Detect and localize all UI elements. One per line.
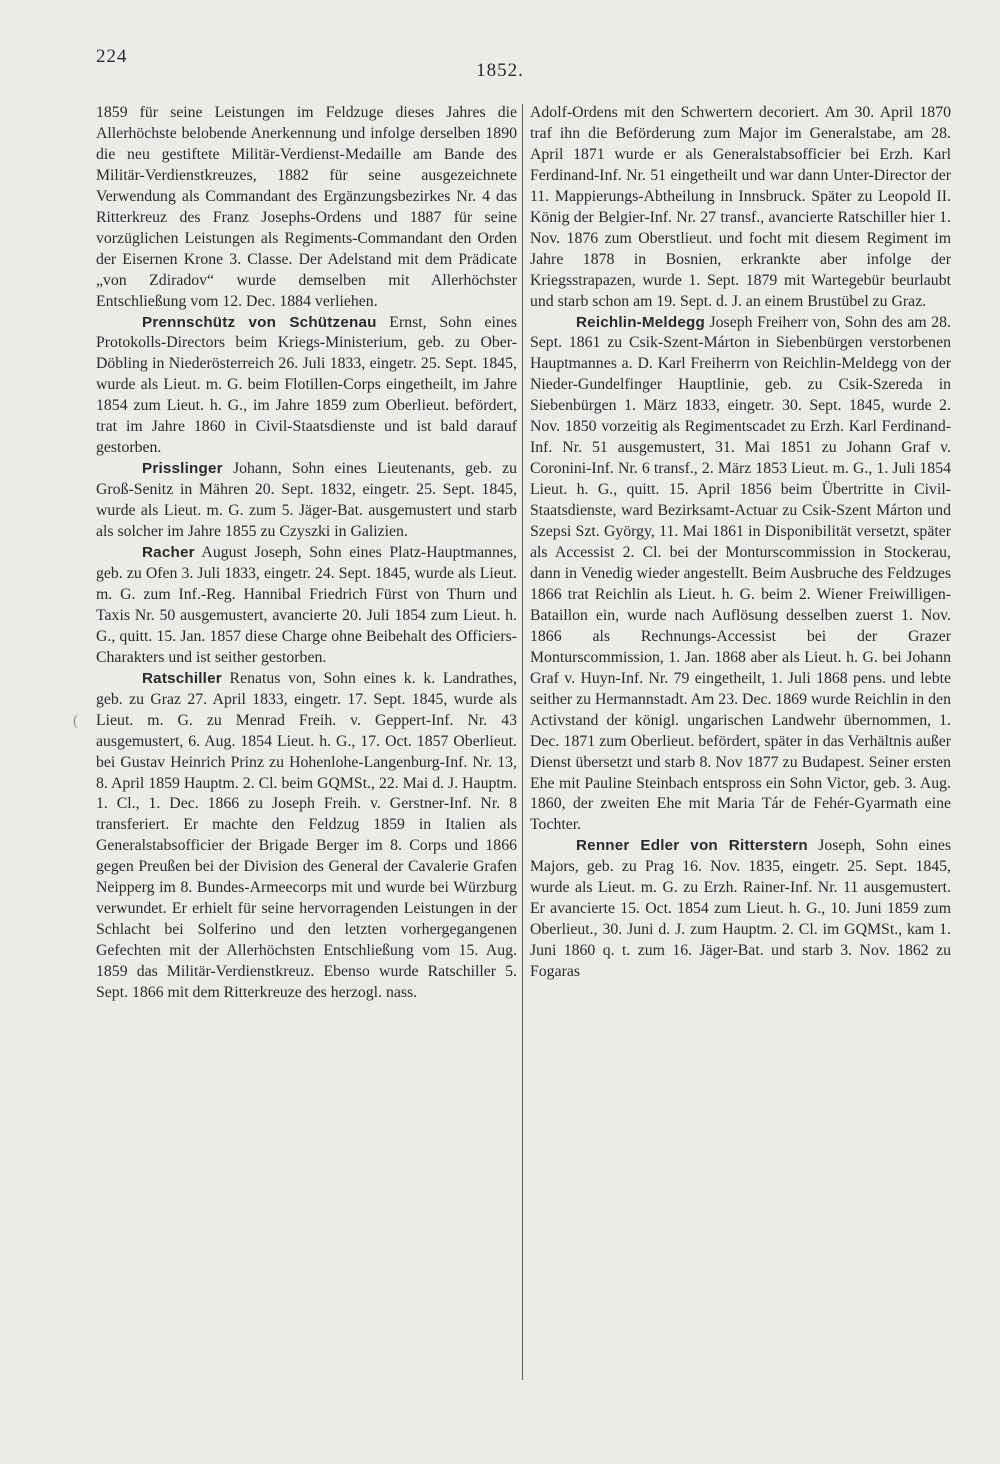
entry-continuation xyxy=(530,103,951,313)
entry-name: Ratschiller xyxy=(142,669,222,687)
entry-name: Prisslinger xyxy=(142,460,223,478)
entry-text: August Joseph, Sohn eines Platz-Hauptmannes, geb. zu Ofen 3. Juli 1833, eingetr. 24. Sept. 1845, wurde als Lieut. m. G. zum Inf.-Reg. Hannibal Friedrich Fürst von Thurn und Taxis Nr. 50 ausgemustert, avancierte 20. Juli 1854 zum Lieut. h. G., quitt. 15. Jan. 1857 diese Charge ohne Beibehalt des Officiers-Charakters und ist seither gestorben. xyxy=(96,544,517,666)
entry-continuation xyxy=(96,103,517,313)
entry-reichlin-meldegg xyxy=(530,313,951,837)
entry-text: Johann, Sohn eines Lieutenants, geb. zu Groß-Senitz in Mähren 20. Sept. 1832, eingetr. 25. Sept. 1845, wurde als Lieut. m. G. zum 5. Jäger-Bat. ausgemustert und starb als solcher im Jahre 1855 zu Czyszki in Galizien. xyxy=(96,460,517,541)
entry-text: Joseph Freiherr von, Sohn des am 28. Sept. 1861 zu Csik-Szent-Márton in Siebenbürgen verstorbenen Hauptmannes a. D. Karl Freiherrn von Reichlin-Meldegg von der Nieder-Gundelfinger Hauptlinie, geb. zu Csik-Szereda in Siebenbürgen 1. März 1833, eingetr. 30. Sept. 1845, wurde 2. Nov. 1850 vorzeitig als Regimentscadet zu Erzh. Karl Ferdinand-Inf. Nr. 51 ausgemustert, 31. Mai 1851 zu Johann Graf v. Coronini-Inf. Nr. 6 transf., 2. März 1853 Lieut. m. G., 1. Juli 1854 Lieut. h. G., quitt. 15. April 1856 beim Übertritte in Civil-Staatsdienste, ward Bezirksamt-Actuar zu Csik-Szent Márton und Szepsi Szt. György, 11. Mai 1861 in Disponibilität versetzt, später als Accessist 2. Cl. bei der Monturscommission in Stockerau, dann in Venedig wieder angestellt. Beim Ausbruche des Feldzuges 1866 trat Reichlin als Lieut. h. G. beim 2. Wiener Freiwilligen-Bataillon ein, wurde nach Auflösung desselben zuerst 1. Nov. 1866 als Rechnungs-Accessist bei der Grazer Monturscommission, 1. Jan. 1868 aber als Lieut. h. G. bei Johann Graf v. Huyn-Inf. Nr. 79 eingetheilt, 1. Juli 1868 pens. und lebte seither zu Hermannstadt. Am 23. Dec. 1869 wurde Reichlin in den Activstand der königl. ungarischen Landwehr übernommen, 1. Dec. 1871 zum Oberlieut. befördert, später in das Verhältnis außer Dienst übersetzt und starb 8. Nov 1877 zu Budapest. Seiner ersten Ehe mit Pauline Steinbach entspross ein Sohn Victor, geb. 3. Aug. 1860, der zweiten Ehe mit Maria Tár de Fehér-Gyarmath eine Tochter. xyxy=(530,313,951,834)
right-column xyxy=(530,103,951,983)
entry-text: Joseph, Sohn eines Majors, geb. zu Prag 16. Nov. 1835, eingetr. 25. Sept. 1845, wurde als Lieut. m. G. zu Erzh. Rainer-Inf. Nr. 11 ausgemustert. Er avancierte 15. Oct. 1854 zum Lieut. h. G., 10. Juni 1859 zum Oberlieut., 30. Juni d. J. zum Hauptm. 2. Cl. im GQMSt., kam 1. Juni 1860 q. t. zum 16. Jäger-Bat. und starb 3. Nov. 1862 zu Fogaras xyxy=(530,837,951,981)
entry-name: Prennschütz von Schützenau xyxy=(142,313,377,331)
entry-name: Racher xyxy=(142,544,195,562)
entry-text: 1859 für seine Leistungen im Feldzuge dieses Jahres die Allerhöchste belobende Anerkennung und infolge derselben 1890 die neu gestiftete Militär-Verdienst-Medaille am Bande des Militär-Verdienstkreuzes, 1882 für seine ausgezeichnete Verwendung als Commandant des Ergänzungsbezirkes Nr. 4 das Ritterkreuz des Franz Josephs-Ordens und 1887 für seine vorzüglichen Leistungen als Regiments-Commandant den Orden der Eisernen Krone 3. Classe. Der Adelstand mit dem Prädicate „von Zdiradov“ wurde demselben mit Allerhöchster Entschließung vom 12. Dec. 1884 verliehen. xyxy=(96,104,517,310)
entry-text: Ernst, Sohn eines Protokolls-Directors beim Kriegs-Ministerium, geb. zu Ober-Döbling in Niederösterreich 26. Juli 1833, eingetr. 25. Sept. 1845, wurde als Lieut. m. G. beim Flotillen-Corps eingetheilt, im Jahre 1854 zum Lieut. h. G., im Jahre 1859 zum Oberlieut. befördert, trat im Jahre 1860 in Civil-Staatsdienste und ist bald darauf gestorben. xyxy=(96,313,517,457)
entry-text: Renatus von, Sohn eines k. k. Landrathes, geb. zu Graz 27. April 1833, eingetr. 17. Sept. 1845, wurde als Lieut. m. G. zu Menrad Freih. v. Geppert-Inf. Nr. 43 ausgemustert, 6. Aug. 1854 Lieut. h. G., 17. Oct. 1857 Oberlieut. bei Gustav Heinrich Prinz zu Hohenlohe-Langenburg-Inf. Nr. 13, 8. April 1859 Hauptm. 2. Cl. beim GQMSt., 22. Mai d. J. Hauptm. 1. Cl., 1. Dec. 1866 zu Joseph Freih. v. Gerstner-Inf. Nr. 8 transferiert. Er machte den Feldzug 1859 in Italien als Generalstabsofficier der Brigade Berger im 8. Corps und 1866 gegen Preußen bei der Division des General der Cavalerie Grafen Neipperg im 8. Bundes-Armeecorps mit und wurde bei Würzburg verwundet. Er erhielt für seine hervorragenden Leistungen in der Schlacht bei Solferino und den letzten vorhergegangenen Gefechten mit der Allerhöchsten Entschließung vom 15. Aug. 1859 das Militär-Verdienstkreuz. Ebenso wurde Ratschiller 5. Sept. 1866 mit dem Ritterkreuze des herzogl. nass. xyxy=(96,669,517,1002)
entry-name: Renner Edler von Ritterstern xyxy=(576,837,808,855)
entry-text: Adolf-Ordens mit den Schwertern decoriert. Am 30. April 1870 traf ihn die Beförderung zum Major im Generalstabe, am 28. April 1871 wurde er als Generalstabsofficier bei Erzh. Karl Ferdinand-Inf. Nr. 51 eingetheilt und war dann Unter-Director der 11. Mappierungs-Abtheilung in Innsbruck. Später zu Leopold II. König der Belgier-Inf. Nr. 27 transf., avancierte Ratschiller hier 1. Nov. 1876 zum Oberstlieut. und focht mit diesem Regiment im Jahre 1878 in Bosnien, erkrankte aber infolge der Kriegsstrapazen, wurde 1. Sept. 1879 mit Wartegebür beurlaubt und starb schon am 19. Sept. d. J. an einem Brustübel zu Graz. xyxy=(530,104,951,310)
left-column xyxy=(96,103,517,1004)
entry-racher xyxy=(96,543,517,669)
entry-ratschiller xyxy=(96,669,517,1004)
margin-mark: ( xyxy=(73,713,78,729)
entry-prennschuetz xyxy=(96,313,517,460)
page-number: 224 xyxy=(96,46,128,67)
entry-name: Reichlin-Meldegg xyxy=(576,313,705,331)
entry-prisslinger xyxy=(96,459,517,543)
entry-ritterstern xyxy=(530,836,951,983)
running-head-year: 1852. xyxy=(476,60,524,81)
column-divider xyxy=(522,104,523,1380)
